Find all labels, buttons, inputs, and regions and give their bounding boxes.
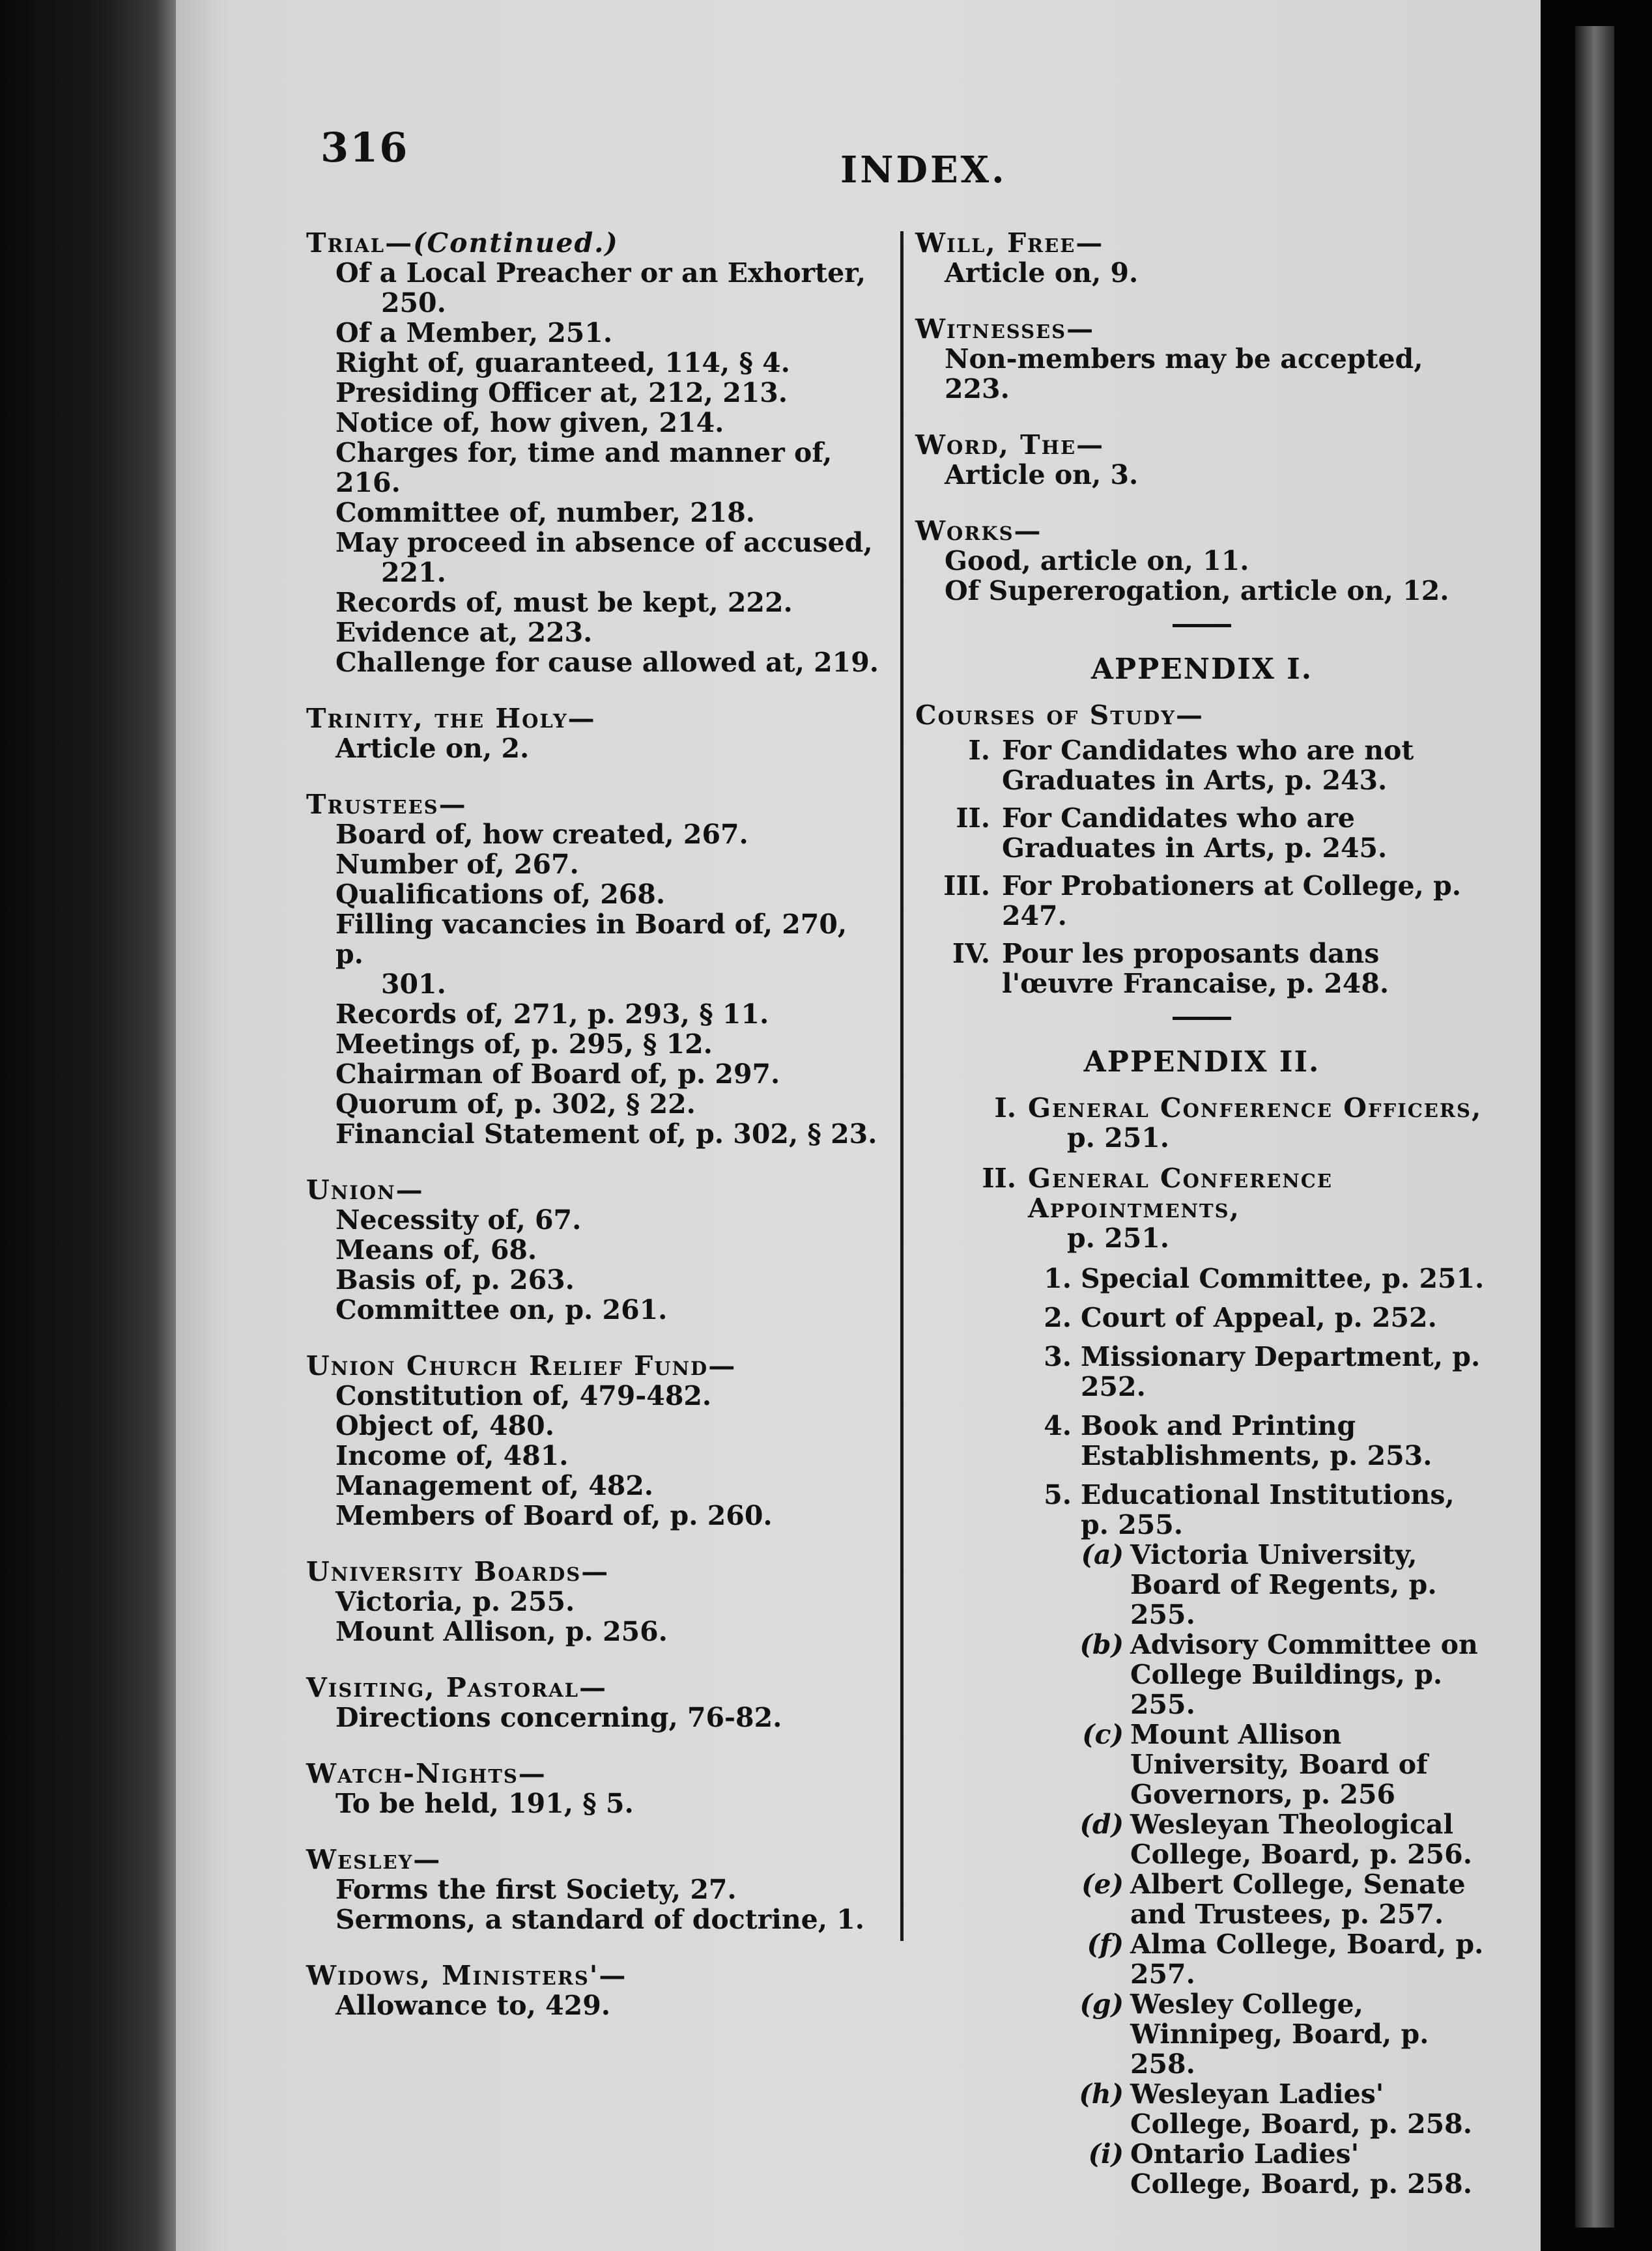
- index-entry: Means of, 68.: [335, 1234, 537, 1266]
- item-letter: (c): [1082, 1719, 1124, 1750]
- facing-page-edge: [1537, 0, 1652, 2251]
- index-group-word-the: [915, 430, 1488, 490]
- institution-item: [915, 2139, 1488, 2199]
- index-entry: Non-members may be accepted, 223.: [945, 343, 1423, 404]
- item-number: 5.: [1044, 1479, 1072, 1510]
- appendix-1-item: [915, 803, 1488, 863]
- item-number: II.: [982, 1163, 1016, 1194]
- index-heading: Widows, Ministers'—: [306, 1960, 627, 1991]
- item-text: Educational Institutions, p. 255.: [1081, 1479, 1455, 1540]
- index-heading: Watch-Nights—: [306, 1758, 547, 1789]
- index-entry: Board of, how created, 267.: [335, 819, 748, 850]
- index-entry: Right of, guaranteed, 114, § 4.: [335, 347, 790, 378]
- item-text: Book and Printing Establishments, p. 253.: [1081, 1410, 1432, 1471]
- book-page: [176, 0, 1541, 2251]
- index-entry: Committee of, number, 218.: [335, 497, 756, 528]
- index-entry: Directions concerning, 76-82.: [335, 1702, 782, 1733]
- item-letter: (i): [1088, 2138, 1124, 2170]
- index-entry: Of Supererogation, article on, 12.: [945, 575, 1449, 606]
- item-label: General Conference Appointments,: [1028, 1163, 1333, 1224]
- index-group-trial: [306, 228, 879, 677]
- item-number: III.: [943, 870, 990, 901]
- index-entry: Article on, 3.: [945, 459, 1139, 490]
- appendix-1-item: [915, 735, 1488, 795]
- item-text: Mount Allison University, Board of Governors, p. 256: [1130, 1719, 1428, 1810]
- index-group-trinity: [306, 703, 879, 763]
- index-entry: Records of, must be kept, 222.: [335, 587, 793, 618]
- index-entry: Charges for, time and manner of, 216.: [335, 437, 833, 498]
- institution-item: [915, 1929, 1488, 1989]
- index-entry: To be held, 191, § 5.: [335, 1788, 634, 1819]
- appendix-1-item: [915, 871, 1488, 931]
- item-number: II.: [956, 802, 990, 834]
- item-text: Missionary Department, p. 252.: [1081, 1341, 1481, 1402]
- index-group-wesley: [306, 1845, 879, 1934]
- item-letter: (f): [1087, 1929, 1124, 1960]
- index-entry: Necessity of, 67.: [335, 1204, 582, 1236]
- item-letter: (h): [1079, 2078, 1124, 2110]
- index-entry: Qualifications of, 268.: [335, 879, 666, 910]
- index-entry: Evidence at, 223.: [335, 617, 593, 648]
- institution-item: [915, 1720, 1488, 1809]
- item-number: IV.: [952, 938, 990, 969]
- appendix-2-item: [915, 1163, 1488, 1253]
- index-heading: Trustees—: [306, 789, 467, 820]
- index-group-will-free: [915, 228, 1488, 288]
- index-entry: Object of, 480.: [335, 1410, 554, 1441]
- appendix-2-item: [915, 1093, 1488, 1153]
- index-group-union: [306, 1175, 879, 1325]
- index-entry: Records of, 271, p. 293, § 11.: [335, 998, 769, 1030]
- item-text: Pour les proposants dans l'œuvre Francaise, p. 248.: [1002, 938, 1389, 999]
- section-rule: [1173, 624, 1231, 627]
- running-head: INDEX.: [840, 149, 1007, 191]
- appendix-1-heading: Courses of Study—: [915, 700, 1204, 731]
- index-heading: Trial—(Continued.): [306, 227, 619, 259]
- appendix-1-item: [915, 939, 1488, 998]
- item-letter: (g): [1079, 1989, 1124, 2020]
- index-entry: Members of Board of, p. 260.: [335, 1500, 773, 1531]
- index-entry: Mount Allison, p. 256.: [335, 1616, 668, 1647]
- appointment-item: [915, 1342, 1488, 1402]
- index-heading: Word, The—: [915, 429, 1105, 460]
- item-text: Ontario Ladies' College, Board, p. 258.: [1130, 2138, 1472, 2200]
- item-number: I.: [968, 735, 990, 766]
- item-letter: (d): [1079, 1809, 1124, 1840]
- appointment-item: [915, 1411, 1488, 1471]
- appointment-item: [915, 1303, 1488, 1333]
- item-text: Special Committee, p. 251.: [1081, 1263, 1485, 1294]
- item-number: I.: [994, 1092, 1016, 1124]
- index-heading: Trinity, the Holy—: [306, 703, 596, 734]
- index-heading: Witnesses—: [915, 313, 1095, 345]
- item-text: Wesleyan Theological College, Board, p. 256.: [1130, 1809, 1472, 1870]
- item-number: 4.: [1044, 1410, 1072, 1441]
- index-entry: Income of, 481.: [335, 1440, 569, 1471]
- item-text: Albert College, Senate and Trustees, p. 257.: [1130, 1869, 1466, 1930]
- index-heading: Union—: [306, 1174, 424, 1206]
- book-spine-shadow: [0, 0, 182, 2251]
- index-group-trustees: [306, 789, 879, 1149]
- item-text: Wesleyan Ladies' College, Board, p. 258.: [1130, 2078, 1472, 2140]
- index-entry: Financial Statement of, p. 302, § 23.: [335, 1118, 877, 1150]
- index-group-watch-nights: [306, 1759, 879, 1819]
- index-group-union-church-relief-fund: [306, 1351, 879, 1531]
- institution-item: [915, 2079, 1488, 2139]
- index-entry: Forms the first Society, 27.: [335, 1874, 737, 1905]
- left-column: [306, 228, 879, 2046]
- index-entry: Of a Member, 251.: [335, 317, 613, 348]
- item-letter: (e): [1081, 1869, 1124, 1900]
- item-text: Court of Appeal, p. 252.: [1081, 1302, 1437, 1333]
- right-column: [915, 228, 1488, 2199]
- index-entry: Notice of, how given, 214.: [335, 407, 724, 438]
- item-letter: (b): [1079, 1629, 1124, 1660]
- index-entry: May proceed in absence of accused,: [335, 527, 873, 558]
- institution-item: [915, 1630, 1488, 1720]
- index-heading: Will, Free—: [915, 227, 1104, 259]
- item-text: For Probationers at College, p. 247.: [1002, 870, 1462, 931]
- item-text: For Candidates who are Graduates in Arts, p. 245.: [1002, 802, 1388, 864]
- institution-item: [915, 1809, 1488, 1869]
- index-entry: Sermons, a standard of doctrine, 1.: [335, 1904, 865, 1935]
- index-entry-continuation: 250.: [381, 287, 446, 319]
- index-heading: Union Church Relief Fund—: [306, 1350, 737, 1381]
- index-entry: Presiding Officer at, 212, 213.: [335, 377, 788, 408]
- index-entry: Number of, 267.: [335, 849, 579, 880]
- index-entry: Victoria, p. 255.: [335, 1586, 575, 1617]
- item-letter: (a): [1081, 1539, 1124, 1570]
- index-heading: University Boards—: [306, 1556, 610, 1587]
- item-text: Alma College, Board, p. 257.: [1130, 1929, 1484, 1990]
- column-divider: [900, 231, 904, 1941]
- institution-item: [915, 1540, 1488, 1630]
- index-entry: Filling vacancies in Board of, 270, p.: [335, 909, 847, 970]
- index-entry: Management of, 482.: [335, 1470, 654, 1501]
- item-number: 2.: [1044, 1302, 1072, 1333]
- item-text: For Candidates who are not Graduates in Arts, p. 243.: [1002, 735, 1414, 796]
- institution-item: [915, 1989, 1488, 2079]
- index-entry: Of a Local Preacher or an Exhorter,: [335, 257, 866, 289]
- appendix-1-title: APPENDIX I.: [1090, 653, 1313, 686]
- index-entry: Good, article on, 11.: [945, 545, 1249, 576]
- index-heading: Visiting, Pastoral—: [306, 1672, 607, 1703]
- institution-item: [915, 1869, 1488, 1929]
- index-group-works: [915, 516, 1488, 606]
- index-entry: Article on, 9.: [945, 257, 1139, 289]
- index-heading: Wesley—: [306, 1844, 442, 1875]
- item-text: Victoria University, Board of Regents, p. 255.: [1130, 1539, 1437, 1630]
- index-entry: Basis of, p. 263.: [335, 1264, 575, 1295]
- index-entry: Constitution of, 479-482.: [335, 1380, 712, 1411]
- appointment-item: [915, 1264, 1488, 1294]
- facing-page-sliver: [1575, 26, 1614, 2228]
- index-group-widows-ministers: [306, 1961, 879, 2020]
- item-text: Advisory Committee on College Buildings, p. 255.: [1130, 1629, 1478, 1720]
- index-entry: Committee on, p. 261.: [335, 1294, 668, 1325]
- appointment-item: [915, 1480, 1488, 1540]
- item-label: General Conference Officers,: [1028, 1092, 1483, 1124]
- item-text: Wesley College, Winnipeg, Board, p. 258.: [1130, 1989, 1429, 2080]
- index-entry: Allowance to, 429.: [335, 1990, 610, 2021]
- index-entry: Chairman of Board of, p. 297.: [335, 1058, 780, 1090]
- index-entry: Quorum of, p. 302, § 22.: [335, 1088, 696, 1120]
- index-heading: Works—: [915, 515, 1042, 546]
- index-group-university-boards: [306, 1557, 879, 1647]
- index-group-visiting-pastoral: [306, 1673, 879, 1733]
- item-page: p. 251.: [1067, 1122, 1170, 1154]
- index-entry: Meetings of, p. 295, § 12.: [335, 1028, 713, 1060]
- item-number: 1.: [1044, 1263, 1072, 1294]
- item-text: [1028, 1093, 1488, 1153]
- section-rule: [1173, 1017, 1231, 1020]
- index-entry-continuation: 301.: [381, 969, 446, 1000]
- item-page: p. 251.: [1067, 1223, 1170, 1254]
- index-entry: Challenge for cause allowed at, 219.: [335, 647, 879, 678]
- index-group-witnesses: [915, 314, 1488, 404]
- page-number: 316: [320, 124, 409, 171]
- item-number: 3.: [1044, 1341, 1072, 1372]
- index-entry: Article on, 2.: [335, 733, 530, 764]
- appendix-2-title: APPENDIX II.: [1083, 1045, 1320, 1079]
- index-entry-continuation: 221.: [381, 557, 446, 588]
- item-text: [1028, 1163, 1488, 1253]
